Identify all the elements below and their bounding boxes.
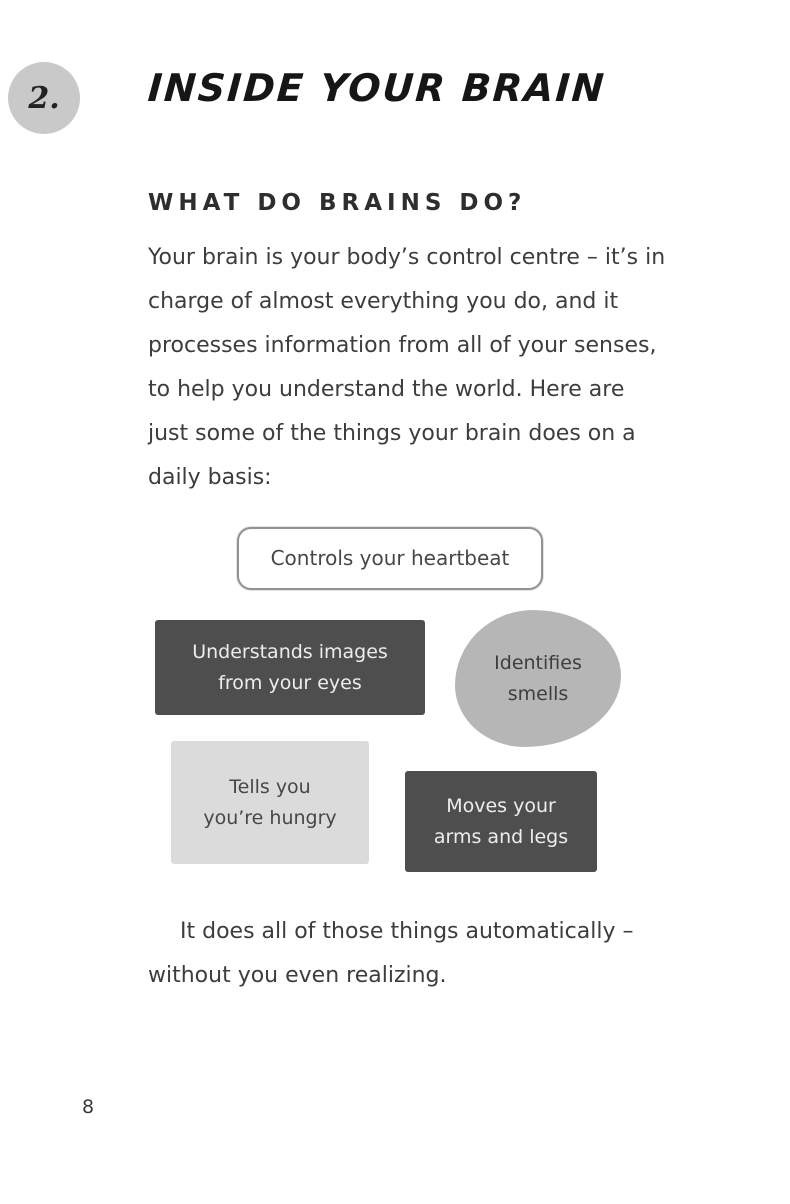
function-bubble-heartbeat <box>237 527 543 590</box>
intro-paragraph: Your brain is your body’s control centre – it’s in charge of almost everything you do, and it processes information from all of your senses, to help you understand the world. Here are just some of the things your brain does on a daily basis: <box>148 245 666 490</box>
function-box-vision <box>155 620 425 715</box>
chapter-title: INSIDE YOUR BRAIN <box>146 66 608 110</box>
chapter-number: 2. <box>28 80 60 116</box>
chapter-number-badge <box>8 62 80 134</box>
page-number: 8 <box>82 1096 95 1118</box>
bubble-label: Controls your heartbeat <box>270 546 510 570</box>
function-blob-smell <box>455 610 621 747</box>
function-box-movement <box>405 771 597 872</box>
bubble-label: Identifies smells <box>494 651 582 705</box>
closing-paragraph: It does all of those things automatically – without you even realizing. <box>148 919 634 988</box>
function-box-hunger <box>171 741 369 864</box>
section-heading: WHAT DO BRAINS DO? <box>148 190 527 216</box>
bubble-label: Moves your arms and legs <box>433 794 569 848</box>
bubble-label: Understands images from your eyes <box>192 640 388 694</box>
bubble-label: Tells you you’re hungry <box>203 775 337 829</box>
